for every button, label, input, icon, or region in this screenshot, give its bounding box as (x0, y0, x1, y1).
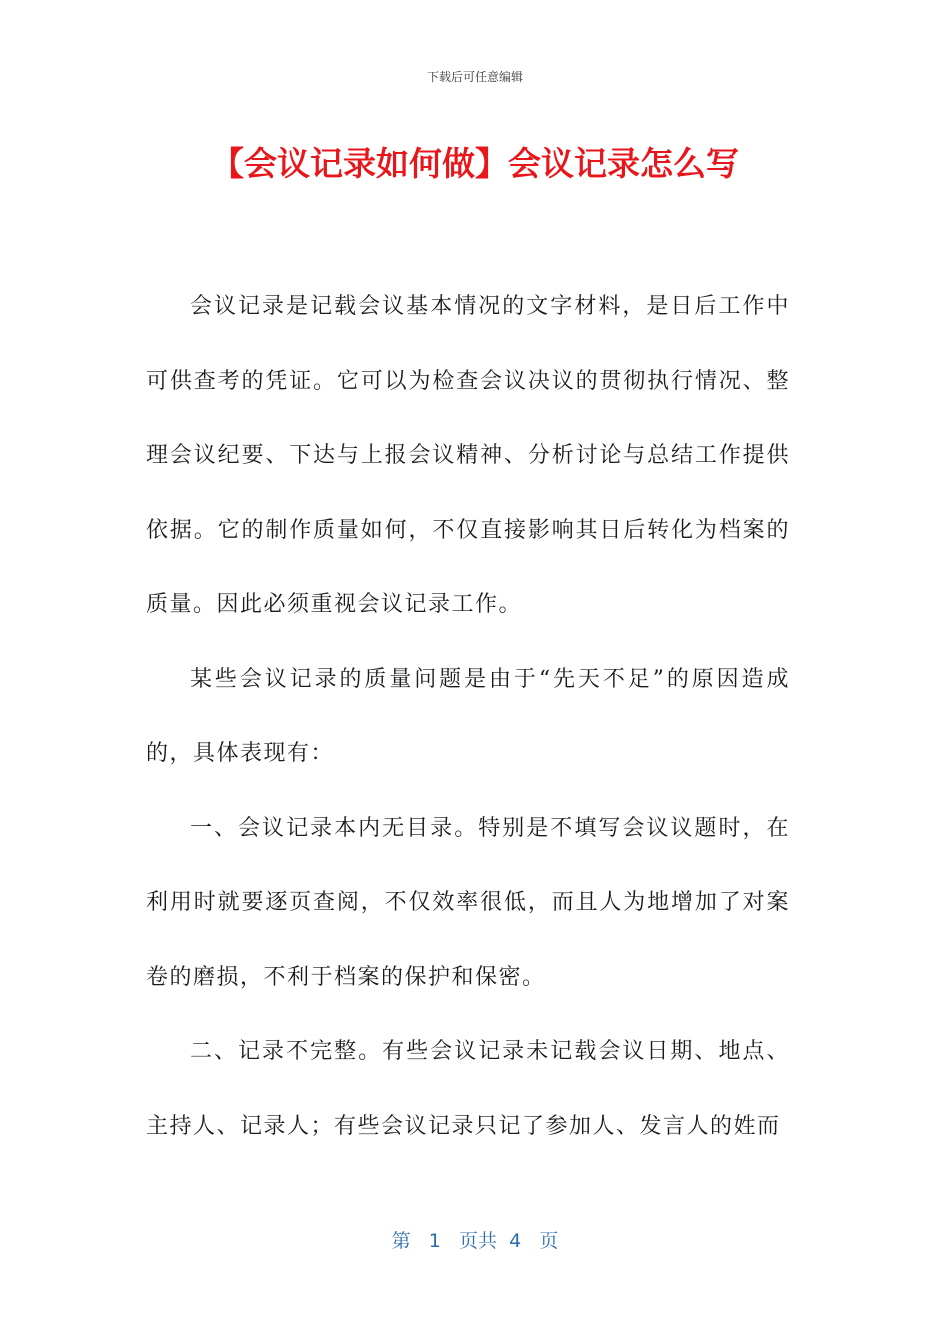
page-label-prefix: 第 (391, 1230, 411, 1252)
paragraph: 一、会议记录本内无目录。特别是不填写会议议题时，在利用时就要逐页查阅，不仅效率很低，而且人为地增加了对案卷的磨损，不利于档案的保护和保密。 (146, 815, 790, 990)
page-label-mid: 页共 (459, 1230, 498, 1252)
current-page-number: 1 (428, 1230, 441, 1252)
page-footer (0, 1226, 950, 1253)
document-body (146, 270, 790, 1164)
total-pages-number: 4 (509, 1230, 522, 1252)
paragraph: 二、记录不完整。有些会议记录未记载会议日期、地点、主持人、记录人；有些会议记录只记了参加人、发言人的姓而 (146, 1039, 790, 1139)
page-label-suffix: 页 (539, 1230, 559, 1252)
header-note: 下载后可任意编辑 (426, 70, 523, 84)
paragraph: 会议记录是记载会议基本情况的文字材料，是日后工作中可供查考的凭证。它可以为检查会议决议的贯彻执行情况、整理会议纪要、下达与上报会议精神、分析讨论与总结工作提供依据。它的制作质量如何，不仅直接影响其日后转化为档案的质量。因此必须重视会议记录工作。 (146, 294, 790, 617)
paragraph: 某些会议记录的质量问题是由于“先天不足”的原因造成的，具体表现有： (146, 666, 790, 766)
document-title: 【会议记录如何做】会议记录怎么写 (211, 144, 739, 183)
